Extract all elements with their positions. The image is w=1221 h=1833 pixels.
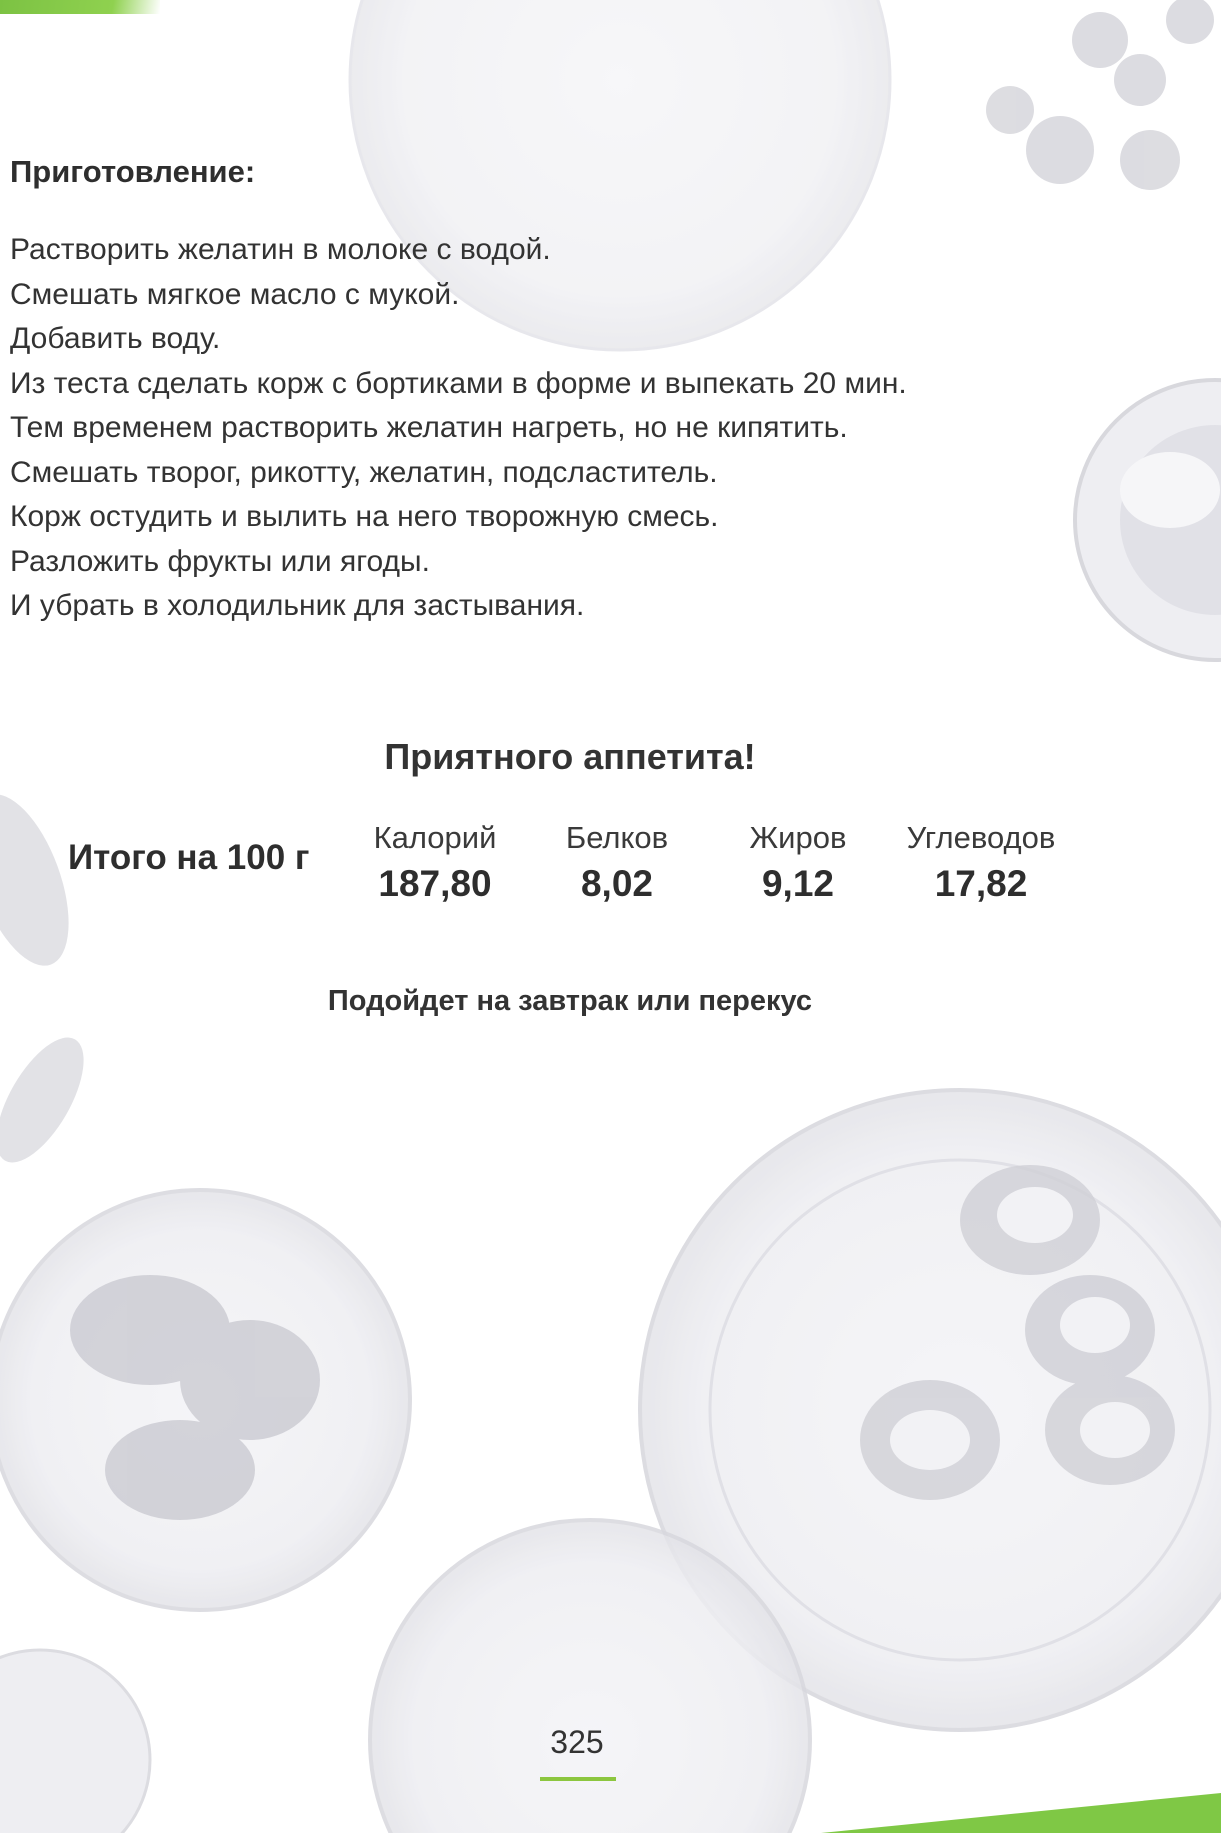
step-item: Тем временем растворить желатин нагреть, но не кипятить. bbox=[10, 411, 848, 444]
nutrient-label: Углеводов bbox=[906, 820, 1056, 855]
meal-suggestion: Подойдет на завтрак или перекус bbox=[327, 985, 813, 1017]
green-corner-top-decoration bbox=[0, 0, 160, 14]
nutrient-label: Белков bbox=[565, 820, 669, 855]
page-number-underline bbox=[540, 1777, 616, 1781]
step-item: Смешать мягкое масло с мукой. bbox=[10, 277, 460, 311]
preparation-steps bbox=[10, 228, 907, 629]
step-item: Добавить воду. bbox=[10, 322, 221, 355]
step-item: Смешать творог, рикотту, желатин, подсластитель. bbox=[10, 455, 718, 489]
nutrient-calories bbox=[340, 818, 530, 910]
nutrient-value: 187,80 bbox=[378, 863, 492, 904]
bon-appetit-text: Приятного аппетита! bbox=[384, 736, 756, 777]
green-corner-bottom-decoration bbox=[821, 1793, 1221, 1833]
section-heading: Приготовление: bbox=[10, 154, 256, 189]
nutrient-value: 9,12 bbox=[761, 863, 834, 904]
totals-label: Итого на 100 г bbox=[68, 838, 310, 877]
nutrient-label: Жиров bbox=[749, 820, 847, 855]
step-item: Из теста сделать корж с бортиками в форме и выпекать 20 мин. bbox=[10, 366, 907, 400]
nutrient-protein bbox=[522, 818, 712, 910]
step-item: Корж остудить и вылить на него творожную смесь. bbox=[10, 500, 719, 533]
step-item: Растворить желатин в молоке с водой. bbox=[10, 233, 551, 266]
nutrient-fat bbox=[703, 818, 893, 910]
step-item: И убрать в холодильник для застывания. bbox=[10, 589, 585, 622]
nutrient-value: 17,82 bbox=[934, 863, 1028, 904]
nutrient-value: 8,02 bbox=[580, 863, 653, 904]
nutrient-label: Калорий bbox=[373, 820, 497, 855]
page-number: 325 bbox=[550, 1724, 604, 1760]
step-item: Разложить фрукты или ягоды. bbox=[10, 544, 430, 578]
nutrient-carbs bbox=[886, 818, 1076, 910]
